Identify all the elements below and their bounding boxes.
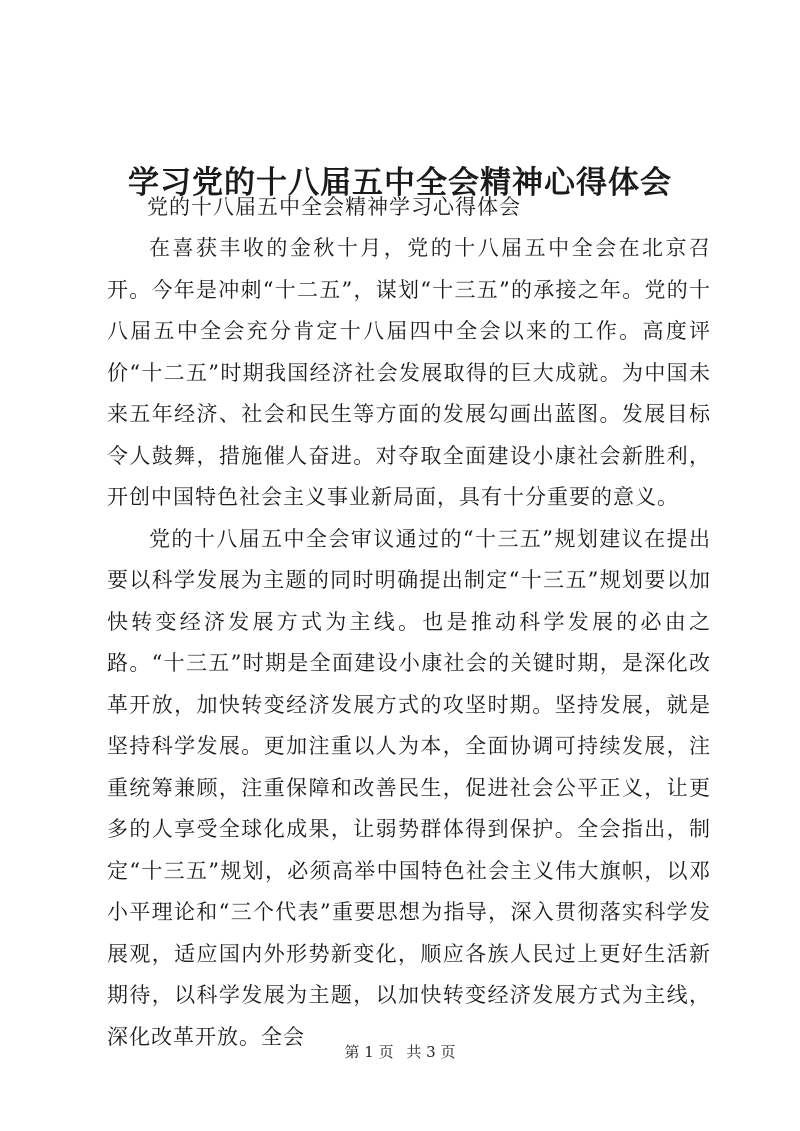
document-subtitle: 党的十八届五中全会精神学习心得体会	[147, 195, 521, 219]
paragraph: 党的十八届五中全会审议通过的“十三五”规划建议在提出要以科学发展为主题的同时明确提出制定“十三五”规划要以加快转变经济发展方式为主线。也是推动科学发展的必由之路。“十三五”时期是全面建设小康社会的关键时期，是深化改革开放，加快转变经济发展方式的攻坚时期。坚持发展，就是坚持科学发展。更加注重以人为本，全面协调可持续发展，注重统筹兼顾，注重保障和改善民生，促进社会公平正义，让更多的人享受全球化成果，让弱势群体得到保护。全会指出，制定“十三五”规划，必须高举中国特色社会主义伟大旗帜，以邓小平理论和“三个代表”重要思想为指导，深入贯彻落实科学发展观，适应国内外形势新变化，顺应各族人民过上更好生活新期待，以科学发展为主题，以加快转变经济发展方式为主线，深化改革开放。全会	[107, 526, 711, 1049]
document-body	[107, 228, 711, 1058]
page-footer	[0, 1042, 800, 1062]
paragraph: 在喜获丰收的金秋十月，党的十八届五中全会在北京召开。今年是冲刺“十二五”，谋划“十三五”的承接之年。党的十八届五中全会充分肯定十八届四中全会以来的工作。高度评价“十二五”时期我国经济社会发展取得的巨大成就。为中国未来五年经济、社会和民生等方面的发展勾画出蓝图。发展目标令人鼓舞，措施催人奋进。对夺取全面建设小康社会新胜利，开创中国特色社会主义事业新局面，具有十分重要的意义。	[107, 236, 711, 509]
page-total: 共 3 页	[406, 1043, 456, 1061]
page-title: 学习党的十八届五中全会精神心得体会	[128, 164, 672, 201]
page-number: 第 1 页	[344, 1043, 394, 1061]
